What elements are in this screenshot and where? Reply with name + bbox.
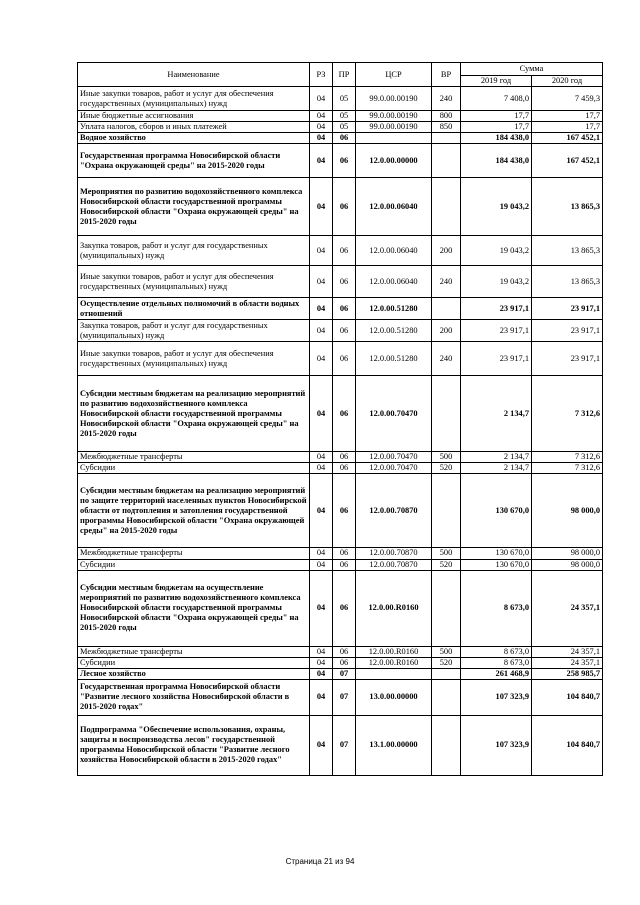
row-vr: 850 <box>432 122 461 133</box>
row-sum-2020: 13 865,3 <box>532 178 603 236</box>
row-vr <box>432 570 461 646</box>
header-vr: ВР <box>432 63 461 87</box>
row-sum-2019: 17,7 <box>461 111 532 122</box>
header-year-2019: 2019 год <box>461 76 532 87</box>
row-pr: 06 <box>333 646 356 657</box>
row-pr: 05 <box>333 111 356 122</box>
row-vr: 520 <box>432 559 461 570</box>
table-row <box>78 320 603 342</box>
row-sum-2019: 23 917,1 <box>461 320 532 342</box>
row-sum-2019: 19 043,2 <box>461 266 532 298</box>
table-row <box>78 679 603 715</box>
row-name: Иные закупки товаров, работ и услуг для обеспечения государственных (муниципальных) нужд <box>78 342 310 376</box>
row-sum-2020: 17,7 <box>532 111 603 122</box>
row-pr: 06 <box>333 548 356 559</box>
row-vr: 240 <box>432 266 461 298</box>
row-rz: 04 <box>310 679 333 715</box>
row-rz: 04 <box>310 376 333 452</box>
row-pr: 06 <box>333 452 356 463</box>
table-row <box>78 133 603 144</box>
row-name: Иные закупки товаров, работ и услуг для обеспечения государственных (муниципальных) нужд <box>78 266 310 298</box>
row-pr: 07 <box>333 715 356 775</box>
row-pr: 05 <box>333 87 356 111</box>
row-pr: 07 <box>333 679 356 715</box>
row-sum-2019: 2 134,7 <box>461 452 532 463</box>
row-sum-2019: 184 438,0 <box>461 133 532 144</box>
row-name: Мероприятия по развитию водохозяйственного комплекса Новосибирской области государственной программы Новосибирской области "Охрана окружающей среды" на 2015-2020 годы <box>78 178 310 236</box>
row-sum-2019: 23 917,1 <box>461 298 532 320</box>
row-sum-2019: 130 670,0 <box>461 548 532 559</box>
page-footer: Страница 21 из 94 <box>285 857 355 866</box>
row-sum-2020: 13 865,3 <box>532 266 603 298</box>
row-vr <box>432 376 461 452</box>
table-row <box>78 657 603 668</box>
row-csr: 12.0.00.51280 <box>356 342 432 376</box>
row-sum-2019: 17,7 <box>461 122 532 133</box>
row-vr: 240 <box>432 87 461 111</box>
row-csr: 12.0.00.70470 <box>356 452 432 463</box>
row-pr: 06 <box>333 178 356 236</box>
row-rz: 04 <box>310 87 333 111</box>
row-sum-2020: 258 985,7 <box>532 668 603 679</box>
row-vr: 200 <box>432 320 461 342</box>
row-pr: 06 <box>333 236 356 266</box>
row-sum-2020: 104 840,7 <box>532 679 603 715</box>
row-name: Межбюджетные трансферты <box>78 548 310 559</box>
row-name: Уплата налогов, сборов и иных платежей <box>78 122 310 133</box>
row-csr: 12.0.00.70870 <box>356 559 432 570</box>
row-csr: 99.0.00.00190 <box>356 122 432 133</box>
row-pr: 06 <box>333 376 356 452</box>
row-sum-2020: 23 917,1 <box>532 298 603 320</box>
table-row <box>78 236 603 266</box>
row-vr <box>432 144 461 178</box>
row-pr: 06 <box>333 144 356 178</box>
budget-table <box>77 62 603 776</box>
row-sum-2020: 98 000,0 <box>532 548 603 559</box>
row-sum-2020: 24 357,1 <box>532 570 603 646</box>
row-sum-2020: 24 357,1 <box>532 646 603 657</box>
row-rz: 04 <box>310 559 333 570</box>
table-row <box>78 463 603 474</box>
row-sum-2019: 2 134,7 <box>461 376 532 452</box>
table-row <box>78 266 603 298</box>
row-name: Субсидии местным бюджетам на осуществление мероприятий по развитию водохозяйственного комплекса Новосибирской области государственной программы Новосибирской области "Охрана окружающей среды" на 2015-2020 годы <box>78 570 310 646</box>
table-body <box>78 87 603 776</box>
row-sum-2020: 7 312,6 <box>532 463 603 474</box>
row-pr: 06 <box>333 320 356 342</box>
table-row <box>78 715 603 775</box>
row-csr: 12.0.00.70470 <box>356 463 432 474</box>
row-vr <box>432 668 461 679</box>
row-name: Осуществление отдельных полномочий в области водных отношений <box>78 298 310 320</box>
row-sum-2020: 167 452,1 <box>532 144 603 178</box>
row-vr <box>432 298 461 320</box>
row-vr: 500 <box>432 646 461 657</box>
table-row <box>78 474 603 548</box>
row-csr: 12.0.00.06040 <box>356 236 432 266</box>
row-sum-2020: 17,7 <box>532 122 603 133</box>
row-rz: 04 <box>310 548 333 559</box>
row-vr: 500 <box>432 548 461 559</box>
table-row <box>78 570 603 646</box>
row-rz: 04 <box>310 266 333 298</box>
row-rz: 04 <box>310 298 333 320</box>
row-rz: 04 <box>310 668 333 679</box>
row-sum-2019: 19 043,2 <box>461 236 532 266</box>
row-pr: 06 <box>333 559 356 570</box>
row-rz: 04 <box>310 474 333 548</box>
row-csr: 12.0.00.06040 <box>356 266 432 298</box>
row-pr: 06 <box>333 474 356 548</box>
row-rz: 04 <box>310 570 333 646</box>
row-csr: 12.0.00.51280 <box>356 298 432 320</box>
row-vr: 800 <box>432 111 461 122</box>
row-rz: 04 <box>310 342 333 376</box>
row-vr: 500 <box>432 452 461 463</box>
header-csr: ЦСР <box>356 63 432 87</box>
row-rz: 04 <box>310 133 333 144</box>
table-row <box>78 342 603 376</box>
row-sum-2020: 7 312,6 <box>532 376 603 452</box>
row-sum-2019: 8 673,0 <box>461 646 532 657</box>
row-csr: 12.0.00.00000 <box>356 144 432 178</box>
table-row <box>78 452 603 463</box>
row-pr: 06 <box>333 298 356 320</box>
row-sum-2019: 2 134,7 <box>461 463 532 474</box>
row-name: Государственная программа Новосибирской области "Охрана окружающей среды" на 2015-2020 годы <box>78 144 310 178</box>
row-sum-2020: 24 357,1 <box>532 657 603 668</box>
table-row <box>78 559 603 570</box>
row-csr: 12.0.00.51280 <box>356 320 432 342</box>
table-row <box>78 298 603 320</box>
row-vr: 520 <box>432 657 461 668</box>
row-name: Закупка товаров, работ и услуг для государственных (муниципальных) нужд <box>78 236 310 266</box>
row-name: Подпрограмма "Обеспечение использования, охраны, защиты и воспроизводства лесов" государственной программы Новосибирской области "Развитие лесного хозяйства Новосибирской области в 2015-2020 годах" <box>78 715 310 775</box>
row-sum-2019: 107 323,9 <box>461 715 532 775</box>
row-vr: 200 <box>432 236 461 266</box>
header-sum: Сумма <box>461 63 603 76</box>
row-sum-2020: 7 459,3 <box>532 87 603 111</box>
row-name: Субсидии <box>78 463 310 474</box>
row-sum-2019: 130 670,0 <box>461 559 532 570</box>
row-name: Закупка товаров, работ и услуг для государственных (муниципальных) нужд <box>78 320 310 342</box>
row-vr <box>432 679 461 715</box>
row-vr: 240 <box>432 342 461 376</box>
row-csr: 12.0.00.R0160 <box>356 646 432 657</box>
row-rz: 04 <box>310 452 333 463</box>
row-csr: 13.0.00.00000 <box>356 679 432 715</box>
row-name: Иные бюджетные ассигнования <box>78 111 310 122</box>
row-name: Межбюджетные трансферты <box>78 646 310 657</box>
row-pr: 06 <box>333 570 356 646</box>
row-rz: 04 <box>310 111 333 122</box>
table-row <box>78 376 603 452</box>
row-pr: 06 <box>333 342 356 376</box>
row-rz: 04 <box>310 463 333 474</box>
row-rz: 04 <box>310 144 333 178</box>
row-csr: 12.0.00.R0160 <box>356 570 432 646</box>
row-csr: 12.0.00.70470 <box>356 376 432 452</box>
row-name: Межбюджетные трансферты <box>78 452 310 463</box>
table-header <box>78 63 603 87</box>
row-sum-2020: 23 917,1 <box>532 342 603 376</box>
row-pr: 06 <box>333 266 356 298</box>
row-sum-2019: 8 673,0 <box>461 657 532 668</box>
row-rz: 04 <box>310 646 333 657</box>
header-rz: РЗ <box>310 63 333 87</box>
row-name: Субсидии <box>78 559 310 570</box>
row-rz: 04 <box>310 178 333 236</box>
row-pr: 07 <box>333 668 356 679</box>
row-sum-2019: 130 670,0 <box>461 474 532 548</box>
row-sum-2020: 98 000,0 <box>532 474 603 548</box>
row-sum-2019: 7 408,0 <box>461 87 532 111</box>
row-csr: 99.0.00.00190 <box>356 111 432 122</box>
row-sum-2020: 167 452,1 <box>532 133 603 144</box>
row-rz: 04 <box>310 236 333 266</box>
row-name: Государственная программа Новосибирской области "Развитие лесного хозяйства Новосибирской области в 2015-2020 годах" <box>78 679 310 715</box>
row-sum-2020: 98 000,0 <box>532 559 603 570</box>
row-csr <box>356 133 432 144</box>
row-sum-2020: 104 840,7 <box>532 715 603 775</box>
table-row <box>78 646 603 657</box>
row-csr: 12.0.00.06040 <box>356 178 432 236</box>
row-pr: 06 <box>333 657 356 668</box>
row-vr <box>432 715 461 775</box>
row-csr: 12.0.00.70870 <box>356 548 432 559</box>
row-pr: 05 <box>333 122 356 133</box>
table-row <box>78 122 603 133</box>
row-sum-2019: 8 673,0 <box>461 570 532 646</box>
row-sum-2020: 13 865,3 <box>532 236 603 266</box>
row-sum-2019: 107 323,9 <box>461 679 532 715</box>
table-row <box>78 87 603 111</box>
header-name: Наименование <box>78 63 310 87</box>
row-vr <box>432 474 461 548</box>
row-csr <box>356 668 432 679</box>
row-vr: 520 <box>432 463 461 474</box>
row-rz: 04 <box>310 657 333 668</box>
header-year-2020: 2020 год <box>532 76 603 87</box>
row-name: Субсидии <box>78 657 310 668</box>
row-name: Субсидии местным бюджетам на реализацию мероприятий по защите территорий населенных пунктов Новосибирской области от подтопления и затопления государственной программы Новосибирской области "Охрана окружающей среды" на 2015-2020 годы <box>78 474 310 548</box>
row-rz: 04 <box>310 715 333 775</box>
table-row <box>78 178 603 236</box>
table-row <box>78 548 603 559</box>
row-rz: 04 <box>310 320 333 342</box>
row-pr: 06 <box>333 133 356 144</box>
row-pr: 06 <box>333 463 356 474</box>
row-vr <box>432 133 461 144</box>
table-row <box>78 111 603 122</box>
table-row <box>78 668 603 679</box>
header-pr: ПР <box>333 63 356 87</box>
row-rz: 04 <box>310 122 333 133</box>
row-name: Водное хозяйство <box>78 133 310 144</box>
row-sum-2020: 23 917,1 <box>532 320 603 342</box>
row-sum-2019: 19 043,2 <box>461 178 532 236</box>
row-name: Иные закупки товаров, работ и услуг для обеспечения государственных (муниципальных) нужд <box>78 87 310 111</box>
row-csr: 99.0.00.00190 <box>356 87 432 111</box>
row-name: Субсидии местным бюджетам на реализацию мероприятий по развитию водохозяйственного комплекса Новосибирской области государственной программы Новосибирской области "Охрана окружающей среды" на 2015-2020 годы <box>78 376 310 452</box>
row-sum-2019: 184 438,0 <box>461 144 532 178</box>
header-row <box>78 63 603 76</box>
table-row <box>78 144 603 178</box>
row-csr: 13.1.00.00000 <box>356 715 432 775</box>
row-sum-2019: 261 468,9 <box>461 668 532 679</box>
row-sum-2020: 7 312,6 <box>532 452 603 463</box>
row-name: Лесное хозяйство <box>78 668 310 679</box>
row-csr: 12.0.00.R0160 <box>356 657 432 668</box>
row-csr: 12.0.00.70870 <box>356 474 432 548</box>
row-vr <box>432 178 461 236</box>
row-sum-2019: 23 917,1 <box>461 342 532 376</box>
